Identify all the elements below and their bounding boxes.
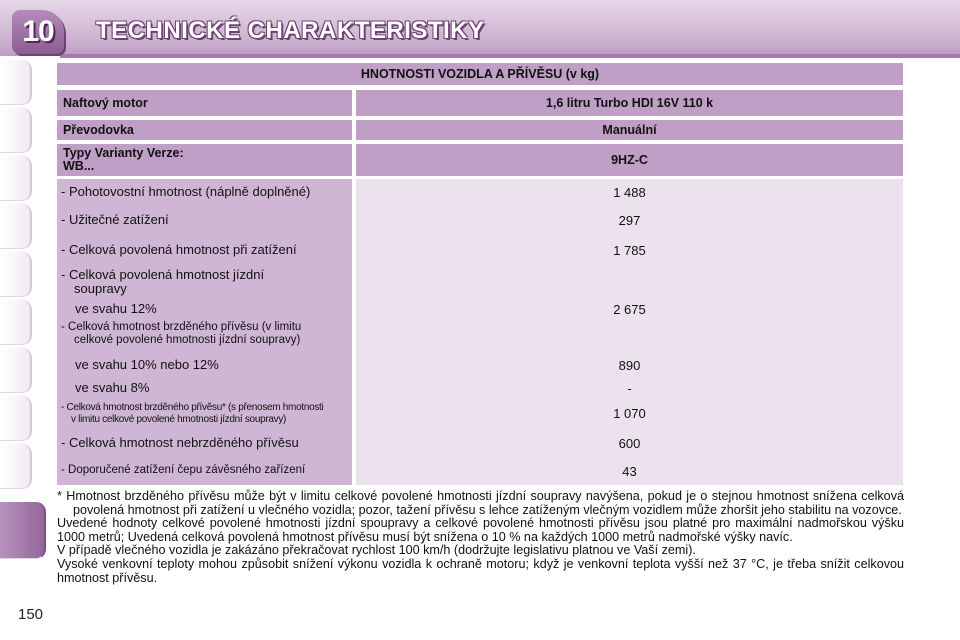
row-value: - [627,381,632,396]
engine-label: Naftový motor [57,90,352,116]
chapter-tab[interactable] [0,60,32,105]
row-label: - Celková povolená hmotnost jízdní [61,267,265,282]
variant-value: 9HZ-C [356,144,903,176]
row-label: ve svahu 10% nebo 12% [75,357,219,372]
table-row-engine [57,90,903,116]
row-label: - Celková hmotnost brzděného přívěsu (v limitu [61,321,302,333]
chapter-tab[interactable] [0,252,32,297]
variant-label-line2: WB... [63,159,95,173]
footnote-altitude: Uvedené hodnoty celkové povolené hmotnosti jízdní spoupravy a celkové povolené hmotnosti přívěsu jsou platné pro maximální nadmořskou výšku 1000 metrů; Uvedená celková povolená hmotnost přívěsu musí být snížena o 10 % na každých 1000 metrů nadmořské výšky navíc. [57,516,904,544]
row-value: 600 [618,436,641,451]
chapter-number: 10 [22,15,54,48]
engine-value: 1,6 litru Turbo HDI 16V 110 k [356,90,903,116]
row-value: 297 [618,213,641,228]
chapter-tab[interactable] [0,396,32,441]
row-label: - Doporučené zatížení čepu závěsného zařízení [61,464,306,476]
page-number: 150 [18,606,44,623]
variant-label-line1: Typy Varianty Verze: [63,146,184,160]
gearbox-label: Převodovka [57,120,352,140]
chapter-tabs [0,60,34,580]
row-value: 890 [618,358,641,373]
chapter-tab[interactable] [0,300,32,345]
page-title: TECHNICKÉ CHARAKTERISTIKY [96,17,485,44]
row-label: - Užitečné zatížení [61,212,169,227]
chapter-tab[interactable] [0,348,32,393]
row-value: 1 488 [613,185,646,200]
variant-label [57,144,352,176]
row-label-cont: celkové povolené hmotnosti jízdní soupravy) [74,334,301,346]
row-label: - Pohotovostní hmotnost (náplně doplněné) [61,184,311,199]
table-row-gearbox [57,120,903,140]
row-label-cont: v limitu celkové povolené hmotnosti jízdní soupravy) [71,414,287,425]
row-label: - Celková povolená hmotnost při zatížení [61,242,297,257]
row-label-cont: soupravy [74,281,127,296]
row-value: 43 [622,464,637,479]
row-value: 2 675 [613,302,646,317]
footnotes [57,490,904,585]
row-label: - Celková hmotnost brzděného přívěsu* (s přenosem hmotnosti [61,402,324,413]
row-label: - Celková hmotnost nebrzděného přívěsu [61,435,299,450]
footnote-asterisk: * Hmotnost brzděného přívěsu může být v limitu celkové povolené hmotnosti jízdní soupravy navýšena, pokud je o stejnou hmotnost snížena celková povolená hmotnost při zatížení u vlečného vozidla; pozor, tažení přívěsu s lehce zatíženým vlečným vozidlem může zhoršit jeho stabilitu na vozovce. [57,489,904,517]
chapter-badge [12,10,64,54]
chapter-tab[interactable] [0,204,32,249]
row-label: ve svahu 12% [75,301,157,316]
footnote-temperature: Vysoké venkovní teploty mohou způsobit snížení výkonu vozidla k ochraně motoru; když je venkovní teplota vyšší než 37 °C, je třeba snížit celkovou hmotnost přívěsu. [57,556,904,585]
footnote-speed: V případě vlečného vozidla je zakázáno překračovat rychlost 100 km/h (dodržujte legislativu platnou ve Vaší zemi). [57,543,696,558]
chapter-tab[interactable] [0,108,32,153]
table-title: HNOTNOSTI VOZIDLA A PŘÍVĚSU (v kg) [57,63,903,85]
gearbox-value: Manuální [356,120,903,140]
chapter-tab[interactable] [0,444,32,489]
row-label: ve svahu 8% [75,380,150,395]
row-value: 1 785 [613,243,646,258]
header-rule [60,54,960,58]
table-row-variant [57,144,903,176]
chapter-tab[interactable] [0,156,32,201]
chapter-tab-active[interactable] [0,502,46,559]
row-value: 1 070 [613,406,646,421]
